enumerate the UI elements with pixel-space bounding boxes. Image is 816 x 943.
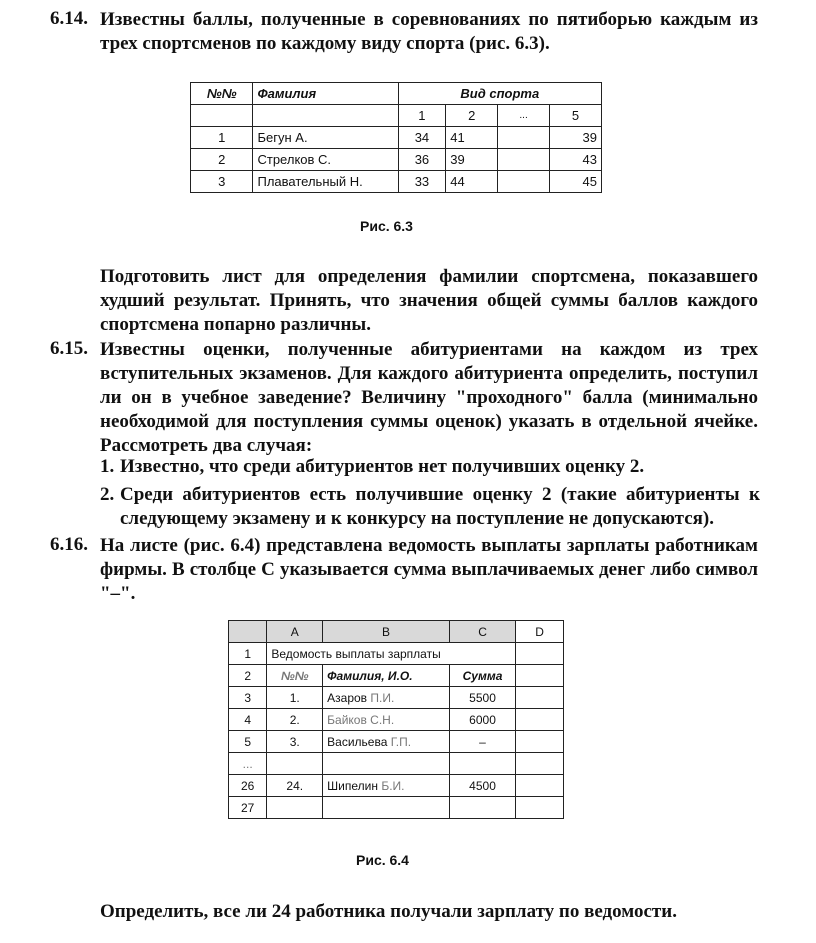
cell-name (323, 731, 450, 753)
sub-header: 5 (550, 105, 602, 127)
cell-sum: 5500 (449, 687, 515, 709)
problem-number: 6.15. (50, 338, 88, 359)
cell-score: 36 (398, 149, 446, 171)
cell-score: 33 (398, 171, 446, 193)
table-row (229, 687, 564, 709)
head-name: Фамилия, И.О. (323, 665, 450, 687)
row-header: 1 (229, 643, 267, 665)
cell-name (323, 709, 450, 731)
col-header-a: A (267, 621, 323, 643)
col-sport-header: Вид спорта (398, 83, 601, 105)
cell-name (323, 775, 450, 797)
problem-6-14-task: Подготовить лист для определения фамилии спортсмена, показавшего худший результат. Принять, что значения общей суммы баллов каждого спортсмена попарно различны. (100, 266, 758, 335)
problem-6-14 (50, 8, 758, 56)
cell-no: 2. (267, 709, 323, 731)
cell-no: 3. (267, 731, 323, 753)
problem-6-16-task: Определить, все ли 24 работника получали зарплату по ведомости. (100, 901, 677, 922)
sub-header: 1 (398, 105, 446, 127)
row-header: 5 (229, 731, 267, 753)
cell-no: 3 (191, 171, 253, 193)
cell-no: 1. (267, 687, 323, 709)
cell-score (498, 127, 550, 149)
problem-text: На листе (рис. 6.4) представлена ведомость выплаты зарплаты работникам фирмы. В столбце С указывается сумма выплачиваемых денег либо символ "–". (100, 535, 758, 604)
row-header: 2 (229, 665, 267, 687)
row-header: 26 (229, 775, 267, 797)
head-sum: Сумма (449, 665, 515, 687)
cell-score (498, 149, 550, 171)
figure-caption-6-3: Рис. 6.3 (360, 218, 413, 234)
cell-name (323, 687, 450, 709)
table-row (229, 731, 564, 753)
problem-6-15 (50, 338, 758, 458)
problem-6-16 (50, 534, 758, 606)
list-item-number: 2. (100, 484, 115, 505)
cell-name: Плавательный Н. (253, 171, 398, 193)
problem-number: 6.16. (50, 534, 88, 555)
col-no-header: №№ (191, 83, 253, 105)
cell-score: 39 (446, 149, 498, 171)
problem-text: Известны оценки, полученные абитуриентами на каждом из трех вступительных экзаменов. Для каждого абитуриента определить, поступил ли он в учебное заведение? Величину "проходного" балла (минимально необходимой для поступления суммы оценок) указать в отдельной ячейке. Рассмотреть два случая: (100, 339, 758, 456)
table-row (229, 709, 564, 731)
surname: Азаров (327, 690, 368, 705)
initials: Байков С.Н. (327, 712, 395, 727)
surname: Шипелин (327, 778, 378, 793)
row-header: 3 (229, 687, 267, 709)
cell-sum: – (449, 731, 515, 753)
row-header: 27 (229, 797, 267, 819)
table-row (191, 171, 602, 193)
head-no: №№ (267, 665, 323, 687)
empty-cell (191, 105, 253, 127)
list-item-number: 1. (100, 456, 115, 477)
initials: Г.П. (390, 734, 412, 749)
cell-score: 39 (550, 127, 602, 149)
row-header: 4 (229, 709, 267, 731)
list-item (100, 483, 760, 531)
col-header-d: D (516, 621, 564, 643)
spreadsheet-6-4 (228, 620, 564, 819)
sub-header: ... (498, 105, 550, 127)
problem-number: 6.14. (50, 8, 88, 29)
initials: Б.И. (381, 778, 405, 793)
sheet-title: Ведомость выплаты зарплаты (267, 643, 516, 665)
cell-sum: 6000 (449, 709, 515, 731)
list-item-text: Среди абитуриентов есть получившие оценку 2 (такие абитуриенты к следующему экзамену и к конкурсу на поступление не допускаются). (120, 484, 760, 529)
figure-caption-6-4: Рис. 6.4 (356, 852, 409, 868)
table-6-3 (190, 82, 602, 193)
surname: Васильева (327, 734, 388, 749)
problem-text: Известны баллы, полученные в соревнованиях по пятиборью каждым из трех спортсменов по каждому виду спорта (рис. 6.3). (100, 9, 758, 54)
initials: П.И. (370, 690, 395, 705)
col-header-b: B (323, 621, 450, 643)
table-row (191, 127, 602, 149)
cell-no: 1 (191, 127, 253, 149)
list-item (100, 455, 760, 479)
cell-name: Стрелков С. (253, 149, 398, 171)
row-header: ... (229, 753, 267, 775)
cell-sum: 4500 (449, 775, 515, 797)
cell-score: 43 (550, 149, 602, 171)
corner-cell (229, 621, 267, 643)
table-row (229, 775, 564, 797)
empty-cell (253, 105, 398, 127)
cell-score: 44 (446, 171, 498, 193)
cell-score: 34 (398, 127, 446, 149)
cell-score (498, 171, 550, 193)
sub-header: 2 (446, 105, 498, 127)
table-row (191, 149, 602, 171)
cell-score: 45 (550, 171, 602, 193)
cell-no: 24. (267, 775, 323, 797)
cell-score: 41 (446, 127, 498, 149)
cell-no: 2 (191, 149, 253, 171)
cell-name: Бегун А. (253, 127, 398, 149)
col-name-header: Фамилия (253, 83, 398, 105)
col-header-c: C (449, 621, 515, 643)
list-item-text: Известно, что среди абитуриентов нет получивших оценку 2. (120, 456, 645, 477)
